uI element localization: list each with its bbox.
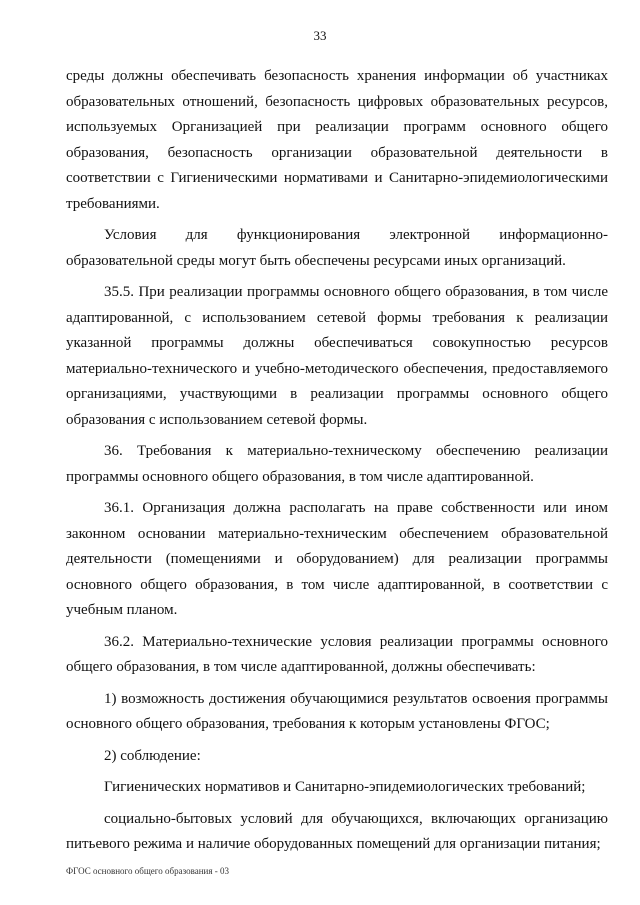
paragraph-36: 36. Требования к материально-техническому обеспечению реализации программы основного общего образования, в том числе адаптированной. <box>66 443 608 485</box>
page-number: 33 <box>313 28 327 43</box>
paragraph-social-conditions: социально-бытовых условий для обучающихся, включающих организацию питьевого режима и наличие оборудованных помещений для организации питания; <box>66 810 608 852</box>
document-footer: ФГОС основного общего образования - 03 <box>66 866 229 876</box>
paragraph-36-1: 36.1. Организация должна располагать на праве собственности или ином законном основании материально-техническим обеспечением образовательной деятельности (помещениями и оборудованием) для реализации программы основного общего образования, в том числе адаптированной, в соответствии с учебным планом. <box>66 500 608 618</box>
paragraph-item-2: 2) соблюдение: <box>104 747 201 764</box>
paragraph-36-2: 36.2. Материально-технические условия реализации программы основного общего образования, в том числе адаптированной, должны обеспечивать: <box>66 633 608 675</box>
paragraph-35-5: 35.5. При реализации программы основного общего образования, в том числе адаптированной, с использованием сетевой формы требования к реализации указанной программы должны обеспечиваться совокупностью ресурсов материально-технического и учебно-методического обеспечения, предоставляемого организациями, участвующими в реализации программы основного общего образования с использованием сетевой формы. <box>66 284 608 428</box>
paragraph-hygienic-norms: Гигиенических нормативов и Санитарно-эпидемиологических требований; <box>104 779 586 795</box>
paragraph-item-1: 1) возможность достижения обучающимися результатов освоения программы основного общего образования, требования к которым установлены ФГОС; <box>66 690 608 732</box>
paragraph-continuation: среды должны обеспечивать безопасность хранения информации об участниках образовательных отношений, безопасность цифровых образовательных ресурсов, используемых Организацией при реализации программ основного общего образования, безопасность организации образовательной деятельности в соответствии с Гигиеническими нормативами и Санитарно-эпидемиологическими требованиями. <box>66 68 608 212</box>
paragraph-eios-resources: Условия для функционирования электронной информационно-образовательной среды могут быть обеспечены ресурсами иных организаций. <box>66 227 608 269</box>
document-body <box>66 64 608 864</box>
